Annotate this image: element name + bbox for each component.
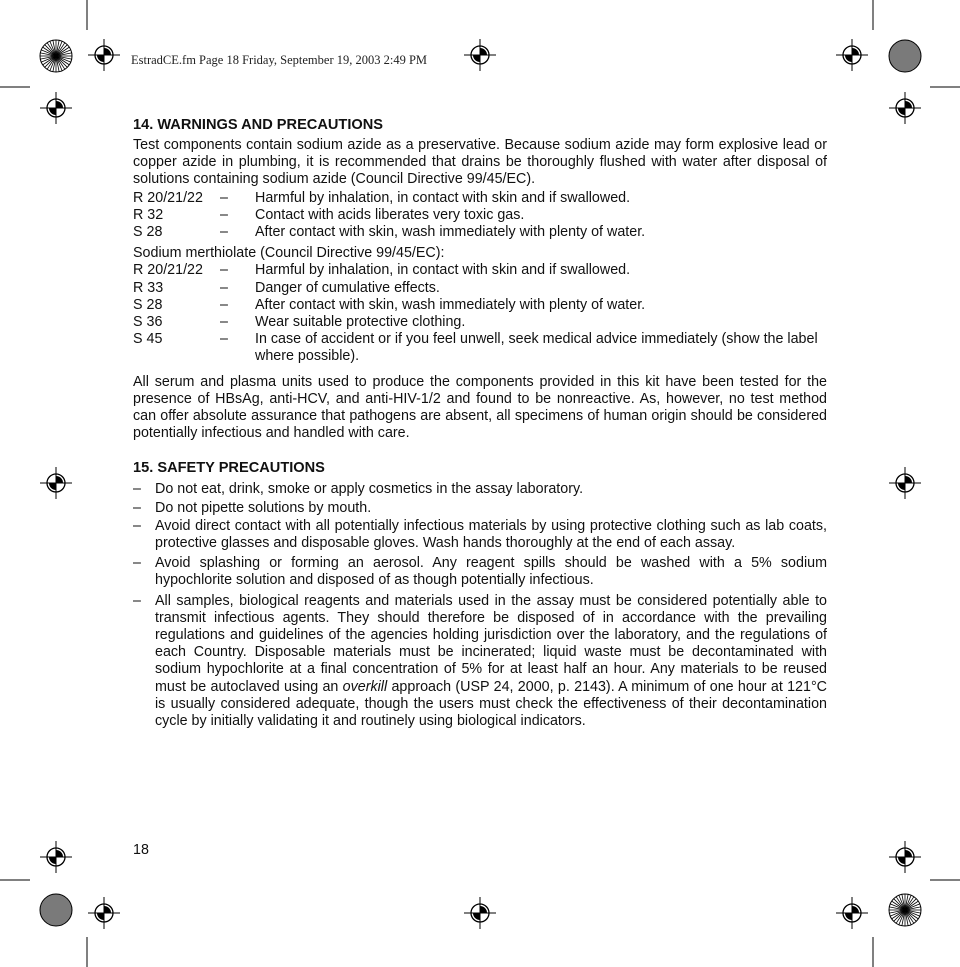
phrase-text: In case of accident or if you feel unwell, seek medical advice immediately (show the label where possible). <box>255 331 818 365</box>
phrase-text: After contact with skin, wash immediately with plenty of water. <box>255 296 646 313</box>
registration-crosshair-icon <box>40 841 72 873</box>
registration-crosshair-icon <box>40 467 72 499</box>
phrase-dash: – <box>220 314 228 331</box>
bullet-text: Do not eat, drink, smoke or apply cosmetics in the assay laboratory. <box>155 481 584 498</box>
bullet-dash: – <box>133 499 141 516</box>
phrase-text: Harmful by inhalation, in contact with skin and if swallowed. <box>255 189 631 206</box>
phrase-dash: – <box>220 262 228 279</box>
italic-term: overkill <box>342 678 388 695</box>
bullet-text <box>155 593 827 731</box>
phrase-dash: – <box>220 206 228 223</box>
merthiolate-title: Sodium merthiolate (Council Directive 99/45/EC): <box>133 245 445 262</box>
list-item <box>133 481 827 498</box>
phrase-code: R 32 <box>133 206 164 223</box>
phrase-dash: – <box>220 279 228 296</box>
risk-phrase-row <box>133 331 827 365</box>
registration-crosshair-icon <box>836 897 868 929</box>
registration-crosshair-icon <box>889 841 921 873</box>
registration-starburst-icon <box>889 894 921 926</box>
phrase-text: Wear suitable protective clothing. <box>255 314 466 331</box>
risk-phrase-row <box>133 262 827 279</box>
registration-gray-disc-icon <box>889 40 921 72</box>
bullet-text-part: approach (USP 24, 2000, p. 2143). A minimum of one hour at 121°C is usually considered adequate, though the users must check the effectiveness of their decontamination cycle by initially validating it and routinely using biological indicators. <box>155 678 827 730</box>
bullet-dash: – <box>133 592 141 609</box>
file-slug-line: EstradCE.fm Page 18 Friday, September 19, 2003 2:49 PM <box>131 53 428 67</box>
phrase-dash: – <box>220 296 228 313</box>
risk-phrase-row <box>133 224 827 241</box>
phrase-text: Contact with acids liberates very toxic gas. <box>255 206 525 223</box>
registration-crosshair-icon <box>464 39 496 71</box>
safety-bullet-list <box>133 481 827 730</box>
serum-plasma-paragraph: All serum and plasma units used to produce the components provided in this kit have been tested for the presence of HBsAg, anti-HCV, and anti-HIV-1/2 and found to be nonreactive. As, however, no test method can offer absolute assurance that pathogens are absent, all specimens of human origin should be considered potentially infectious and handled with care. <box>133 373 827 442</box>
phrase-code: S 36 <box>133 314 163 331</box>
phrase-code: S 28 <box>133 296 163 313</box>
registration-crosshair-icon <box>88 39 120 71</box>
page-number: 18 <box>133 842 149 858</box>
list-item <box>133 500 827 517</box>
risk-phrase-row <box>133 207 827 224</box>
phrase-code: R 33 <box>133 279 164 296</box>
bullet-dash: – <box>133 517 141 534</box>
risk-phrase-row <box>133 190 827 207</box>
bullet-text: Avoid splashing or forming an aerosol. Any reagent spills should be washed with a 5% sodium hypochlorite solution and disposed of as though potentially infectious. <box>155 555 827 589</box>
section-15-heading: 15. SAFETY PRECAUTIONS <box>133 460 325 477</box>
phrase-code: R 20/21/22 <box>133 189 203 206</box>
bullet-text: Avoid direct contact with all potentially infectious materials by using protective clothing such as lab coats, protective glasses and disposable gloves. Wash hands thoroughly at the end of each assay. <box>155 517 827 552</box>
list-item <box>133 555 827 589</box>
phrase-code: S 45 <box>133 331 163 348</box>
phrase-text: After contact with skin, wash immediately with plenty of water. <box>255 224 646 241</box>
bullet-dash: – <box>133 555 141 572</box>
registration-crosshair-icon <box>889 467 921 499</box>
azide-risk-phrases <box>133 190 827 242</box>
registration-crosshair-icon <box>889 92 921 124</box>
risk-phrase-row <box>133 280 827 297</box>
phrase-dash: – <box>220 331 228 348</box>
registration-crosshair-icon <box>40 92 72 124</box>
section-14-heading: 14. WARNINGS AND PRECAUTIONS <box>133 117 384 133</box>
registration-gray-disc-icon <box>40 894 72 926</box>
sodium-azide-paragraph: Test components contain sodium azide as a preservative. Because sodium azide may form explosive lead or copper azide in plumbing, it is recommended that drains be thoroughly flushed with water after disposal of solutions containing sodium azide (Council Directive 99/45/EC). <box>133 137 827 188</box>
risk-phrase-row <box>133 297 827 314</box>
phrase-code: R 20/21/22 <box>133 262 203 279</box>
list-item <box>133 593 827 731</box>
bullet-text: Do not pipette solutions by mouth. <box>155 499 372 516</box>
risk-phrase-row <box>133 314 827 331</box>
phrase-dash: – <box>220 224 228 241</box>
registration-crosshair-icon <box>464 897 496 929</box>
registration-starburst-icon <box>40 40 72 72</box>
registration-crosshair-icon <box>88 897 120 929</box>
bullet-text-part: All samples, biological reagents and materials used in the assay must be considered potentially able to transmit infectious agents. They should therefore be disposed of in accordance with the prevailing regulations and guidelines of the agencies holding jurisdiction over the laboratory, and the regulations of each Country. Disposable materials must be incinerated; liquid waste must be decontaminated with sodium hypochlorite at a final concentration of 5% for at least half an hour. Any materials to be reused must be autoclaved using an <box>155 592 827 695</box>
phrase-code: S 28 <box>133 224 163 241</box>
document-body <box>133 116 827 730</box>
phrase-text: Harmful by inhalation, in contact with skin and if swallowed. <box>255 262 631 279</box>
bullet-dash: – <box>133 481 141 498</box>
phrase-dash: – <box>220 189 228 206</box>
merthiolate-risk-phrases <box>133 262 827 365</box>
phrase-text: Danger of cumulative effects. <box>255 279 440 296</box>
list-item <box>133 518 827 552</box>
registration-crosshair-icon <box>836 39 868 71</box>
